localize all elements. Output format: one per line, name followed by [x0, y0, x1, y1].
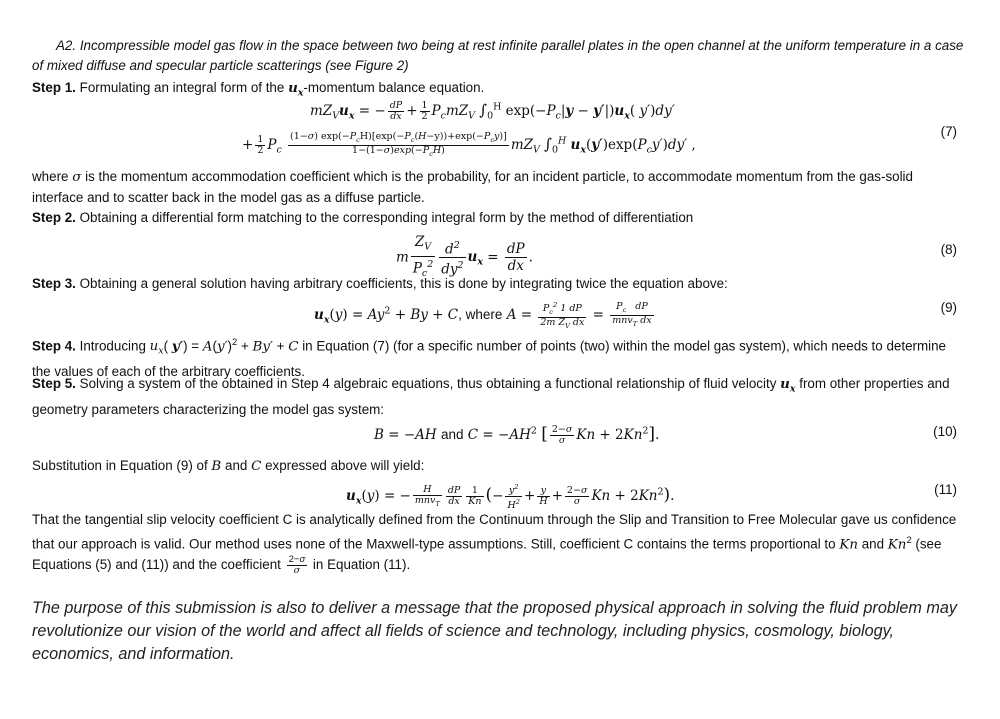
- step-1-text-b: -momentum balance equation.: [303, 80, 485, 95]
- para-a: That the tangential slip velocity coefficient C is analytically defined from the Continuum through the Slip and Transition to Free Molecular gave us confidence that our approach is valid. Our method uses none of the Maxwell-type assumptions. Still, coefficient C contains the terms proportional to: [32, 512, 957, 552]
- step-1: Step 1. Formulating an integral form of the $u_x$-momentum balance equation.: [32, 80, 485, 99]
- subst-text-b: expressed above will yield:: [265, 458, 425, 473]
- equation-11-number: (11): [934, 482, 957, 497]
- step-1-label: Step 1.: [32, 80, 76, 95]
- equation-7-line-2: + $\frac{1}{2}$ $P_c$ $\frac{(1-\sigma) \exp(-P_cH)[\exp(-P_c(H-y))+\exp(-P_cy)]}{1-(1-\sigma)\exp(-P_cH)}$ $mZ_V$ $\int_0^H$ $u_x(y')\exp(P_cy')dy'$ , (7): [242, 124, 957, 158]
- step-5-label: Step 5.: [32, 376, 76, 391]
- step-4: Step 4. Introducing $u_x$( $y') = A(y')^2 + By' + C$ in Equation (7) (for a specific number of points (two) within the model gas system), which needs to determine the values of each of the arbitrary coefficients.: [32, 337, 946, 380]
- where-text-a: where: [32, 169, 69, 184]
- equation-11: $u_x(y)$ = − $\frac{H}{mnv_T}$ $\frac{dP}{dx}$ $\frac{1}{Kn}$ (− $\frac{y^2}{H^2}$ + $\frac{y}{H}$ + $\frac{2-\sigma}{\sigma}$ $Kn + 2Kn^2$). (11): [346, 482, 957, 512]
- equation-7-line-1: $mZ_Vu_x$ = − $\frac{dP}{dx}$ + $\frac{1}{2}$ $P_cmZ_V$ $\int_0^H$ $\exp(-P_c|y - y'|)u_x$( y′)dy′: [310, 100, 675, 122]
- equation-8-number: (8): [940, 242, 957, 257]
- step-4-text-b: in Equation (7) (for a specific number of points (two) within the model gas system), which needs to determine the values of each of the arbitrary coefficients.: [32, 338, 946, 380]
- purpose-statement: The purpose of this submission is also to deliver a message that the proposed physical approach in solving the fluid problem may revolutionize our vision of the world and affect all fields of science and technology, including physics, cosmology, biology, economics, and information.: [32, 599, 957, 663]
- where-text-b: is the momentum accommodation coefficient which is the probability, for an incident particle, to accommodate momentum from the gas-solid interface and to scatter back in the model gas as a diffuse particle.: [32, 169, 913, 205]
- step-2: [32, 208, 967, 228]
- equation-7-number: (7): [940, 124, 957, 139]
- equation-10: B = −AH and $C = -AH^2$ [ $\frac{2-\sigma}{\sigma}$ $Kn + 2Kn^2$]. (10): [374, 424, 957, 446]
- step-2-text: Obtaining a differential form matching to the corresponding integral form by the method of differentiation: [79, 210, 694, 225]
- step-4-text-a: Introducing: [79, 338, 146, 354]
- step-1-text-a: Formulating an integral form of the: [79, 80, 285, 95]
- step-3-text: Obtaining a general solution having arbitrary coefficients, this is done by integrating twice the equation above:: [79, 276, 728, 291]
- conclusion-paragraph: That the tangential slip velocity coefficient C is analytically defined from the Continuum through the Slip and Transition to Free Molecular gave us confidence that our approach is valid. Our method uses none of the Maxwell-type assumptions. Still, coefficient C contains the terms proportional to Kn and Kn$^2$ (see Equations (5) and (11)) and the coefficient $\frac{2-\sigma}{\sigma}$ in Equation (11).: [32, 512, 957, 577]
- step-5-text-a: Solving a system of the obtained in Step 4 algebraic equations, thus obtaining a functional relationship of fluid velocity: [79, 376, 777, 391]
- step-2-label: Step 2.: [32, 210, 76, 225]
- equation-9-number: (9): [940, 300, 957, 315]
- equation-10-number: (10): [933, 424, 957, 439]
- step-4-label: Step 4.: [32, 338, 76, 354]
- subst-text-a: Substitution in Equation (9) of: [32, 458, 208, 473]
- subst-and: and: [225, 458, 248, 473]
- para-b: and: [861, 536, 885, 552]
- equation-10-and: and: [440, 427, 464, 442]
- where-paragraph: where σ is the momentum accommodation coefficient which is the probability, for an incident particle, to accommodate momentum from the gas-solid interface and to scatter back in the model gas as a diffuse particle.: [32, 169, 913, 205]
- equation-9: $u_x(y) = Ay^2 + By + C$, where A = $\frac{P_c^2 1 dP}{2m Z_V dx}$ = $\frac{P_c dP}{mnv_T dx}$ (9): [314, 300, 957, 330]
- equation-8: m $\frac{Z_V}{P_c^2}$ $\frac{d^2}{dy^2}$ $u_x$ = $\frac{dP}{dx}$ . (8): [396, 234, 957, 279]
- step-5: Step 5. Solving a system of the obtained in Step 4 algebraic equations, thus obtaining a functional relationship of fluid velocity $u_x$ from other properties and geometry parameters characterizing the model gas system:: [32, 376, 950, 417]
- para-d: in Equation (11).: [312, 557, 411, 573]
- step-5-text-b: from other properties and geometry parameters characterizing the model gas system:: [32, 376, 950, 417]
- step-3-label: Step 3.: [32, 276, 76, 291]
- section-heading: A2. Incompressible model gas flow in the space between two being at rest infinite parallel plates in the open channel at the uniform temperature in a case of mixed diffuse and specular particle scatterings (see Figure 2): [32, 38, 964, 73]
- equation-9-where: , where: [458, 306, 503, 322]
- para-c: (see Equations (5) and (11)) and the coefficient: [32, 536, 942, 573]
- substitution-text: Substitution in Equation (9) of B and C expressed above will yield:: [32, 458, 425, 474]
- step-3: [32, 274, 967, 294]
